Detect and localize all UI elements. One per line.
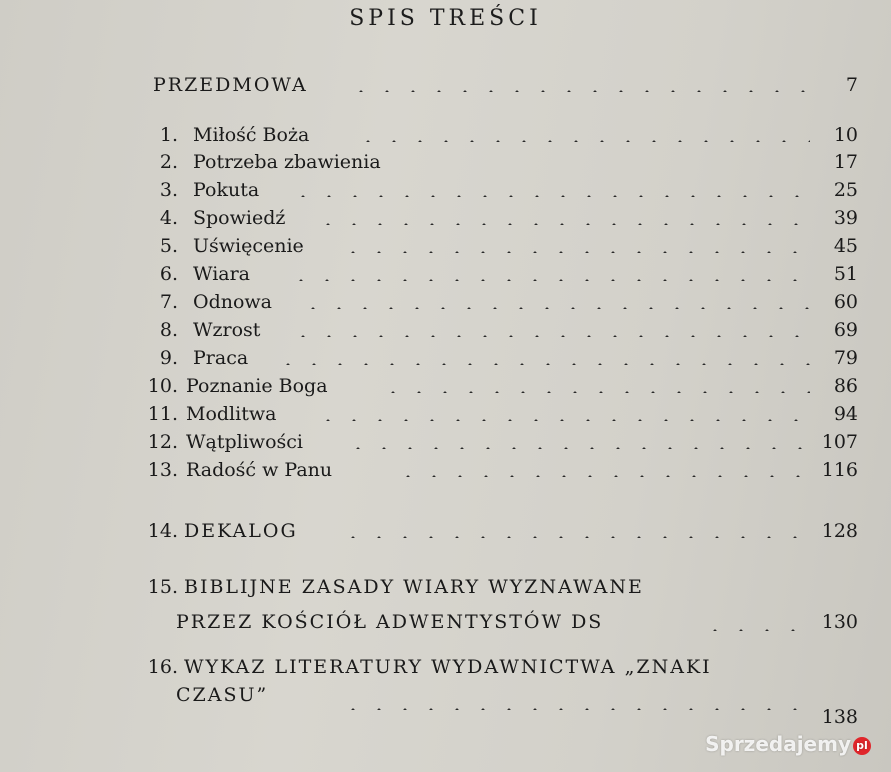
toc-label: Uświęcenie [193,235,304,257]
dot-leader [315,223,810,225]
toc-label-line2: PRZEZ KOŚCIÓŁ ADWENTYSTÓW DS [176,611,604,633]
toc-entry [0,259,891,289]
watermark-text: Sprzedajemy [705,732,851,756]
toc-label: Poznanie Boga [186,375,328,397]
toc-label: Praca [193,347,249,369]
toc-entry-preface [0,70,891,100]
toc-page-number: 86 [833,375,858,397]
toc-page-number: 94 [833,403,858,425]
dot-leader [290,195,810,197]
toc-label: PRZEDMOWA [153,74,308,96]
page-title: SPIS TREŚCI [349,6,542,31]
dot-leader [340,708,810,710]
toc-page-number: 116 [821,459,858,481]
toc-label: Wzrost [193,319,261,341]
toc-entry [0,455,891,485]
toc-page-number: 45 [833,235,858,257]
toc-label-line1: BIBLIJNE ZASADY WIARY WYZNAWANE [184,576,644,598]
toc-number: 9. [159,347,178,369]
toc-entry [0,147,891,177]
watermark-badge: pl [853,737,871,755]
dot-leader [315,419,810,421]
toc-page-number: 39 [833,207,858,229]
toc-label: DEKALOG [184,520,298,542]
toc-number: 12. [147,431,178,453]
toc-number: 7. [159,291,178,313]
toc-label: Wątpliwości [186,431,303,453]
toc-page-number: 60 [833,291,858,313]
dot-leader [288,279,810,281]
toc-page-number: 10 [833,124,858,146]
toc-entry [0,175,891,205]
toc-page-number: 51 [833,263,858,285]
toc-entry [0,120,891,150]
toc-number: 13. [147,459,178,481]
toc-number: 10. [147,375,178,397]
toc-label: Miłość Boża [193,124,310,146]
watermark-logo [705,732,871,756]
toc-number: 11. [147,403,178,425]
toc-entry [0,371,891,401]
toc-number: 2. [159,151,178,173]
toc-entry [0,231,891,261]
toc-number: 3. [159,179,178,201]
toc-number: 14. [147,520,178,542]
dot-leader [300,307,810,309]
toc-number: 5. [159,235,178,257]
toc-page-number: 17 [833,151,858,173]
toc-label: Wiara [193,263,251,285]
toc-entry-biblical-principles [0,572,891,642]
dot-leader [380,391,810,393]
dot-leader [355,140,810,142]
toc-label: Odnowa [193,291,273,313]
dot-leader [348,90,808,92]
toc-page-number: 79 [833,347,858,369]
dot-leader [275,363,810,365]
toc-number: 1. [159,124,178,146]
toc-number: 16. [147,656,178,678]
toc-entry-dekalog [0,516,891,546]
toc-label: Pokuta [193,179,260,201]
dot-leader [340,536,810,538]
toc-page-number: 69 [833,319,858,341]
toc-label: Modlitwa [186,403,277,425]
dot-leader [345,447,810,449]
toc-entry-literature [0,652,891,732]
dot-leader [290,335,810,337]
dot-leader [395,475,810,477]
toc-number: 15. [147,576,178,598]
toc-entry [0,399,891,429]
toc-label-line2: CZASU” [176,684,269,706]
toc-entry [0,343,891,373]
toc-label: Spowiedź [193,207,286,229]
toc-page-number: 128 [821,520,858,542]
toc-page-number: 7 [845,74,858,96]
toc-page-number: 25 [833,179,858,201]
toc-page-number: 130 [821,611,858,633]
toc-label: Potrzeba zbawienia [193,151,381,173]
toc-label: Radość w Panu [186,459,333,481]
toc-label-line1: WYKAZ LITERATURY WYDAWNICTWA „ZNAKI [184,656,712,678]
dot-leader [702,629,810,631]
toc-number: 4. [159,207,178,229]
toc-number: 8. [159,319,178,341]
toc-entry [0,427,891,457]
toc-entry [0,315,891,345]
toc-entry [0,287,891,317]
toc-number: 6. [159,263,178,285]
toc-entry [0,203,891,233]
dot-leader [340,251,810,253]
toc-page-number: 138 [821,706,858,728]
toc-page-number: 107 [821,431,858,453]
